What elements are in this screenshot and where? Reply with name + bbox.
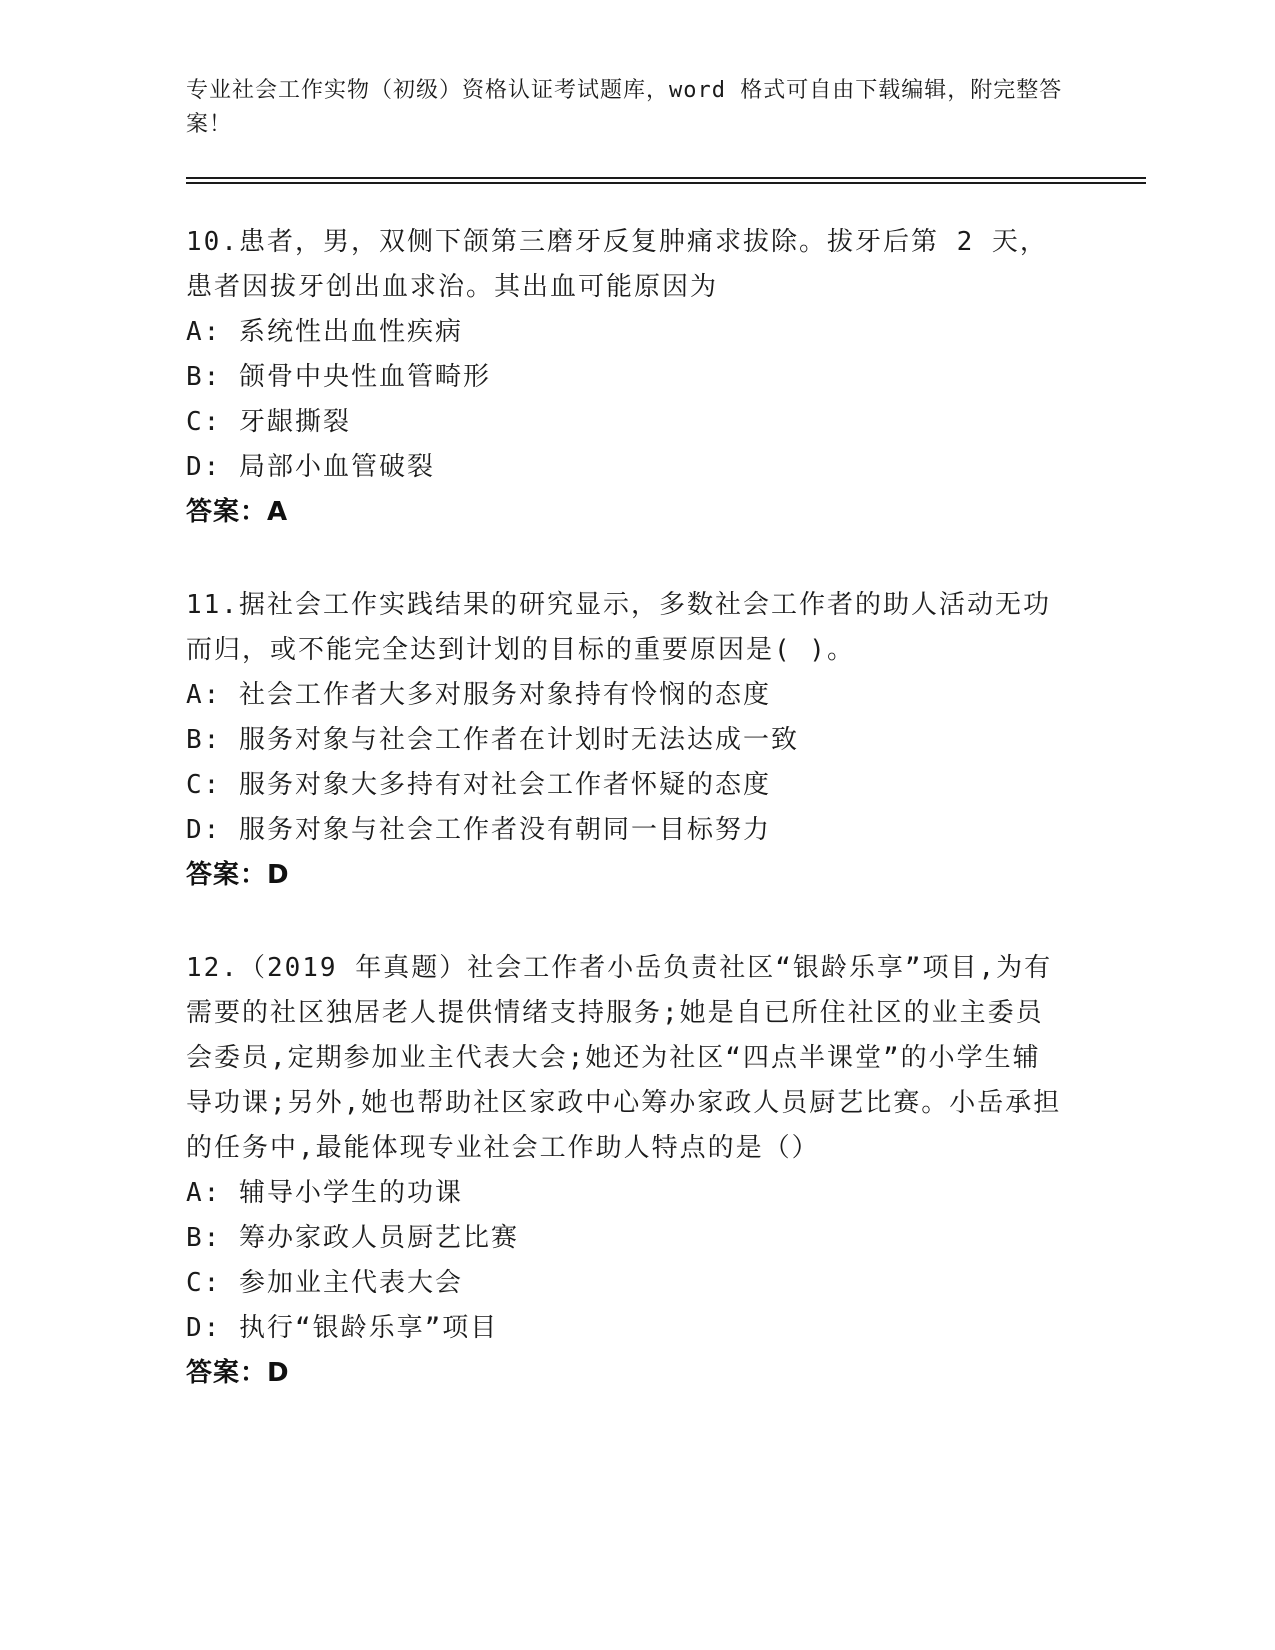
- answer-value: D: [267, 860, 290, 890]
- option-c: C: 参加业主代表大会: [186, 1268, 463, 1298]
- option-a: A: 系统性出血性疾病: [186, 317, 463, 347]
- question-text: 10.患者，男，双侧下颌第三磨牙反复肿痛求拔除。拔牙后第 2 天，患者因拔牙创出血求治。其出血可能原因为: [186, 227, 1048, 302]
- answer-value: D: [267, 1358, 290, 1388]
- answer-line: [186, 853, 1066, 898]
- answer-value: A: [267, 497, 289, 527]
- option-b: B: 服务对象与社会工作者在计划时无法达成一致: [186, 725, 799, 755]
- answer-line: [186, 490, 1066, 535]
- option-b: B: 颌骨中央性血管畸形: [186, 362, 491, 392]
- document-header: [186, 74, 1066, 142]
- header-text: 专业社会工作实物（初级）资格认证考试题库，word 格式可自由下载编辑，附完整答案！: [186, 78, 1063, 137]
- option-b: B: 筹办家政人员厨艺比赛: [186, 1223, 519, 1253]
- answer-label: 答案：: [186, 1358, 268, 1388]
- option-a: A: 社会工作者大多对服务对象持有怜悯的态度: [186, 680, 771, 710]
- question-text: 11.据社会工作实践结果的研究显示，多数社会工作者的助人活动无功而归，或不能完全达到计划的目标的重要原因是( )。: [186, 590, 1051, 665]
- option-c: C: 服务对象大多持有对社会工作者怀疑的态度: [186, 770, 771, 800]
- answer-label: 答案：: [186, 497, 268, 527]
- question-11: [186, 583, 1066, 898]
- option-c: C: 牙龈撕裂: [186, 407, 351, 437]
- question-text: 12.（2019 年真题）社会工作者小岳负责社区“银龄乐享”项目,为有需要的社区独居老人提供情绪支持服务;她是自已所住社区的业主委员会委员,定期参加业主代表大会;她还为社区“四点半课堂”的小学生辅导功课;另外,她也帮助社区家政中心筹办家政人员厨艺比赛。小岳承担的任务中,最能体现专业社会工作助人特点的是（）: [186, 953, 1062, 1163]
- question-12: [186, 946, 1066, 1396]
- question-10: [186, 220, 1066, 535]
- header-divider-bottom: [186, 182, 1146, 184]
- answer-label: 答案：: [186, 860, 268, 890]
- header-divider-top: [186, 177, 1146, 179]
- option-d: D: 执行“银龄乐享”项目: [186, 1313, 499, 1343]
- option-d: D: 服务对象与社会工作者没有朝同一目标努力: [186, 815, 771, 845]
- option-d: D: 局部小血管破裂: [186, 452, 435, 482]
- option-a: A: 辅导小学生的功课: [186, 1178, 463, 1208]
- answer-line: [186, 1351, 1066, 1396]
